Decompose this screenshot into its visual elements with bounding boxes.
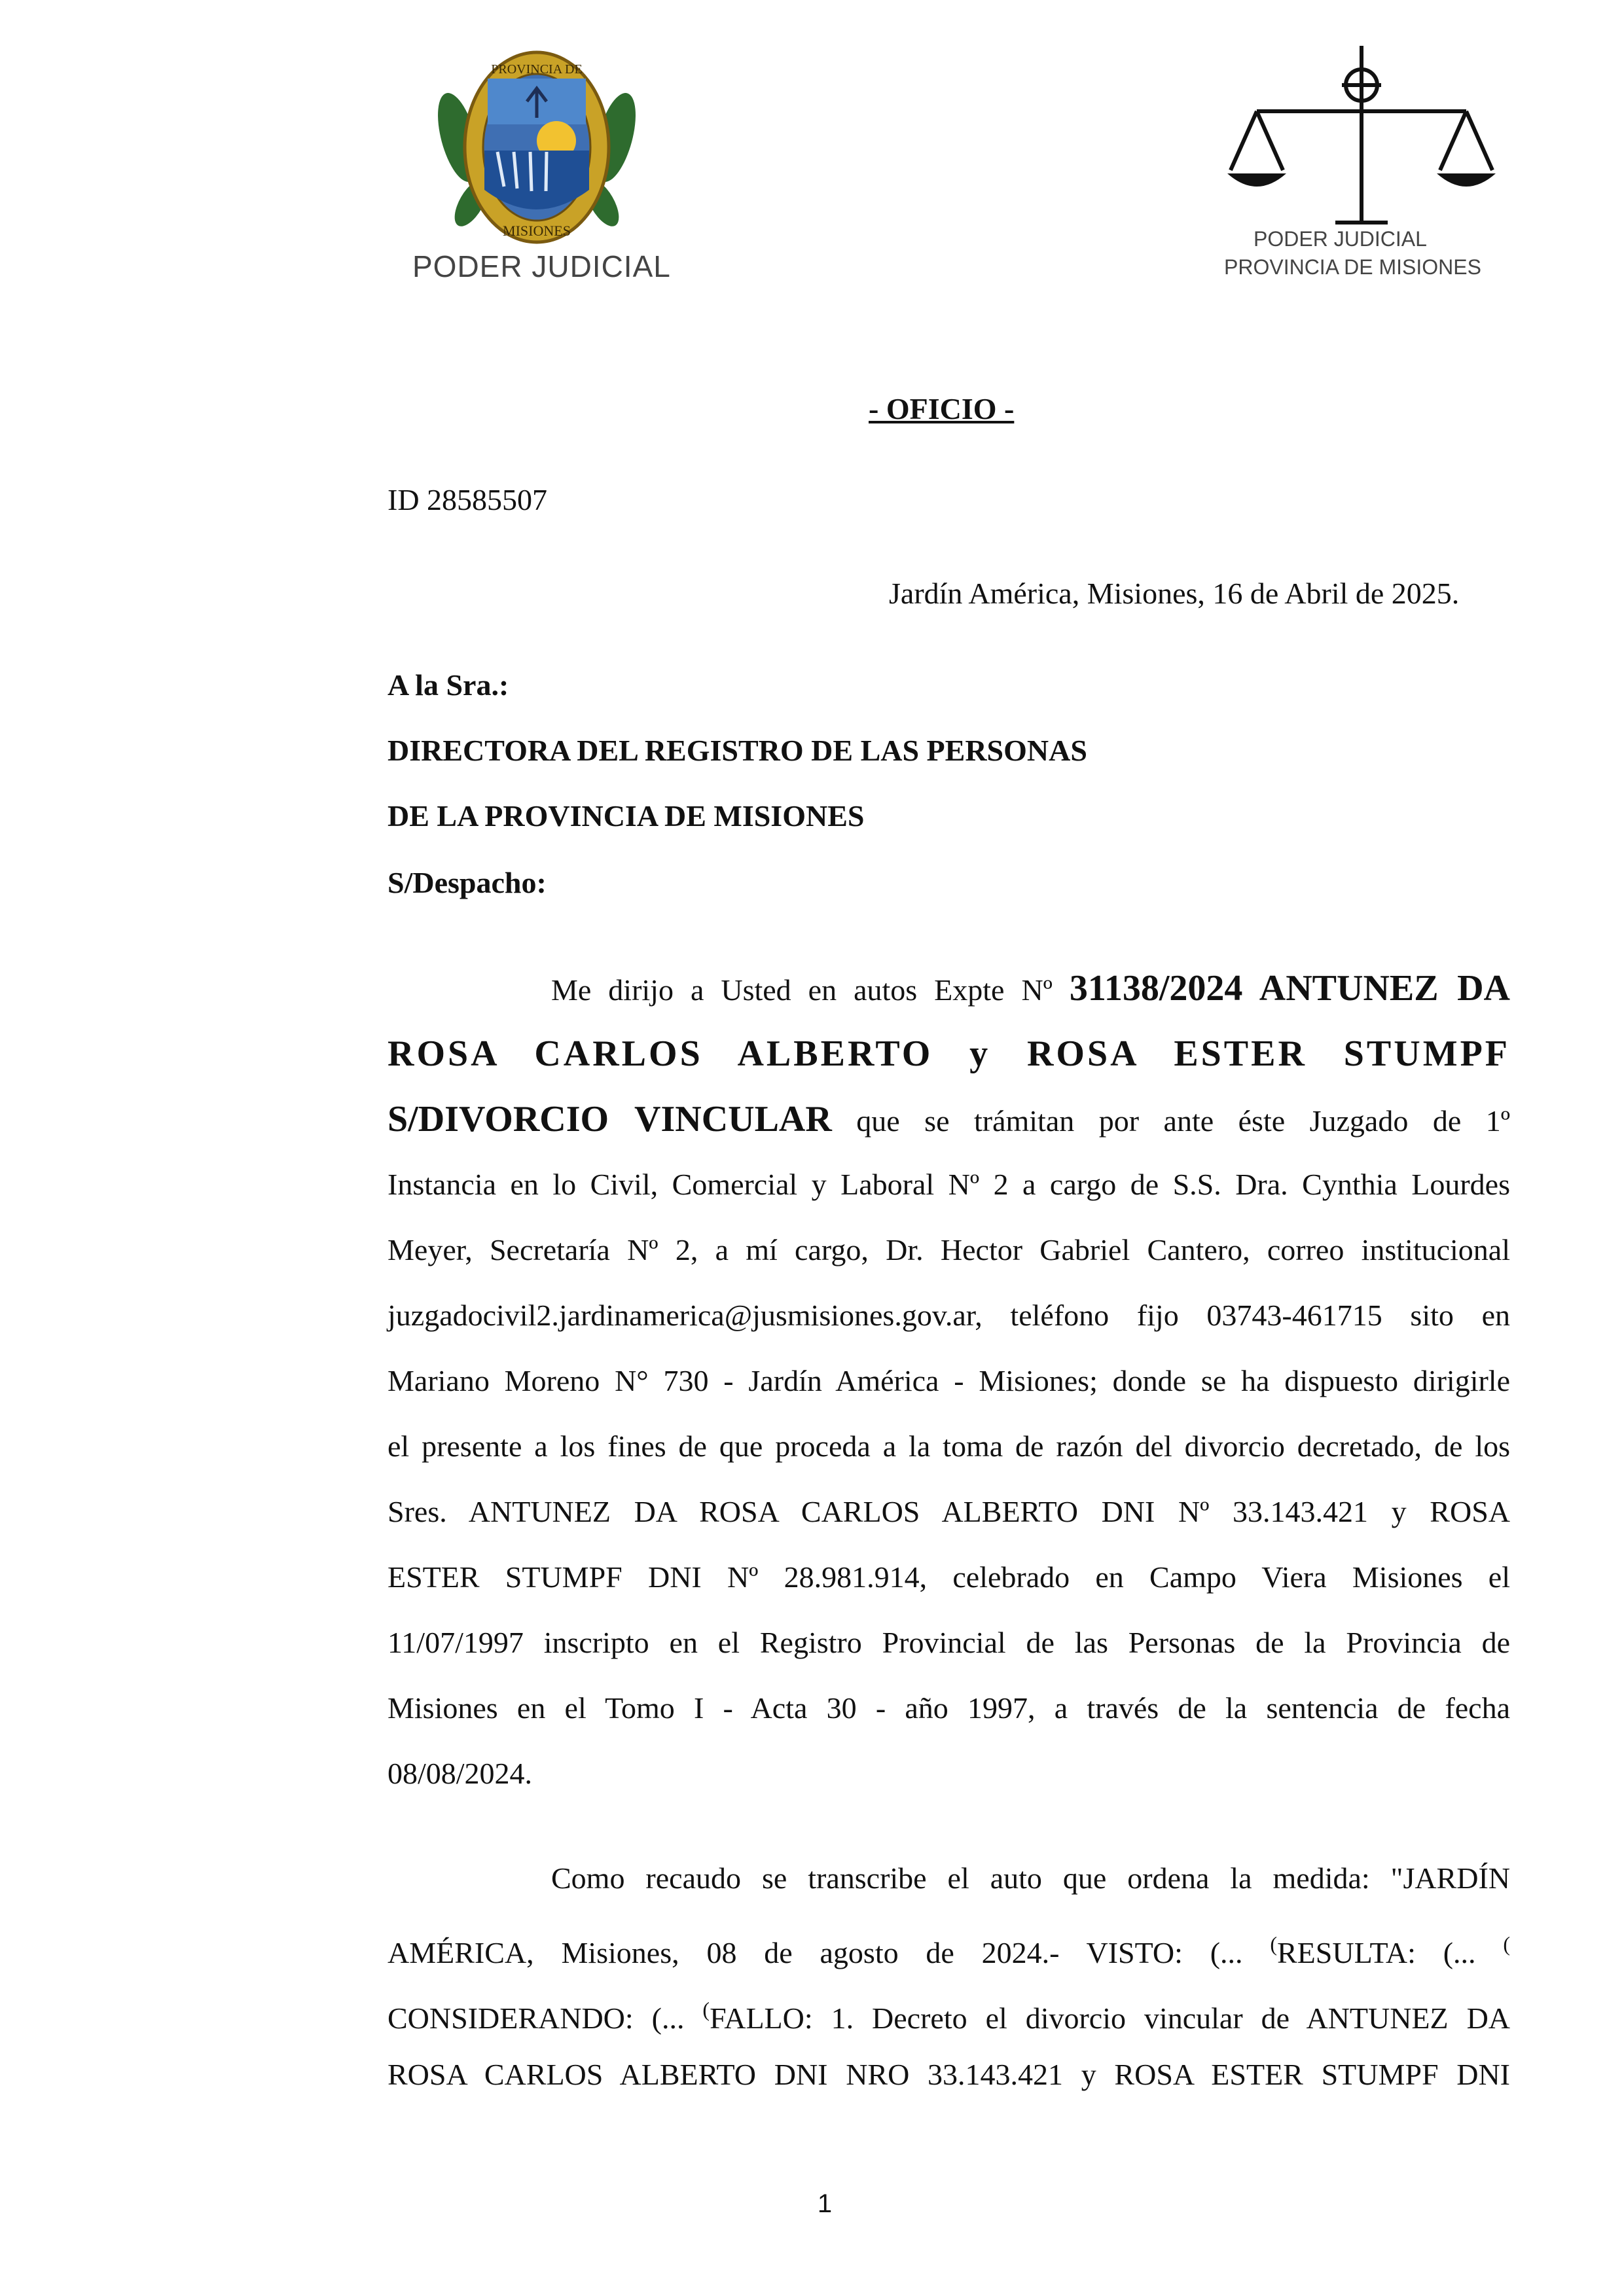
addressee-title: DIRECTORA DEL REGISTRO DE LAS PERSONAS — [388, 734, 1087, 767]
body2-line3-text-b: FALLO: 1. Decreto el divorcio vincular de ANTUNEZ DA — [710, 2001, 1511, 2035]
body1-line: juzgadocivil2.jardinamerica@jusmisiones.gov.ar, teléfono fijo 03743-461715 sito en — [388, 1299, 1510, 1332]
body1-line3-text: que se trámitan por ante éste Juzgado de 1º — [831, 1104, 1510, 1138]
addressee-dispatch: S/Despacho: — [388, 866, 547, 899]
right-logo-caption-line2: PROVINCIA DE MISIONES — [1224, 255, 1481, 279]
body2-line3-text-a: CONSIDERANDO: (... — [388, 2001, 703, 2035]
body1-line: Meyer, Secretaría Nº 2, a mí cargo, Dr. Hector Gabriel Cantero, correo institucional — [388, 1233, 1510, 1266]
poder-judicial-seal-logo — [399, 39, 674, 288]
body2-line — [388, 1911, 1510, 1986]
document-date: Jardín América, Misiones, 16 de Abril de 2025. — [889, 577, 1460, 610]
case-parties-bold: ROSA CARLOS ALBERTO y ROSA ESTER STUMPF — [388, 1033, 1510, 1074]
case-number-bold: 31138/2024 ANTUNEZ DA — [1069, 968, 1510, 1009]
body1-line — [388, 1086, 1510, 1154]
body2-line: ROSA CARLOS ALBERTO DNI NRO 33.143.421 y ROSA ESTER STUMPF DNI — [388, 2058, 1510, 2091]
document-id: ID 28585507 — [388, 483, 548, 516]
document-title: - OFICIO - — [869, 392, 1015, 425]
body1-line: el presente a los fines de que proceda a la toma de razón del divorcio decretado, de los — [388, 1429, 1510, 1463]
body1-line1-text: Me dirijo a Usted en autos Expte Nº — [551, 973, 1070, 1007]
provincia-misiones-seal-icon — [399, 39, 674, 255]
right-logo-caption-line1: PODER JUDICIAL — [1254, 227, 1427, 251]
addressee-salutation: A la Sra.: — [388, 668, 509, 702]
body1-line: Mariano Moreno N° 730 - Jardín América - Misiones; donde se ha dispuesto dirigirle — [388, 1364, 1510, 1397]
body2-line2-text-a: AMÉRICA, Misiones, 08 de agosto de 2024.- VISTO: (... — [388, 1936, 1271, 1969]
seal-text-top: PROVINCIA DE — [491, 62, 583, 77]
addressee-institution: DE LA PROVINCIA DE MISIONES — [388, 799, 865, 833]
omission-mark: ( — [1270, 1932, 1277, 1956]
body2-line: Como recaudo se transcribe el auto que ordena la medida: "JARDÍN — [551, 1861, 1510, 1895]
scales-of-justice-icon — [1218, 39, 1506, 236]
case-subject-bold: S/DIVORCIO VINCULAR — [388, 1099, 832, 1139]
body1-line: Instancia en lo Civil, Comercial y Laboral Nº 2 a cargo de S.S. Dra. Cynthia Lourdes — [388, 1168, 1510, 1201]
body1-line: Sres. ANTUNEZ DA ROSA CARLOS ALBERTO DNI Nº 33.143.421 y ROSA — [388, 1495, 1510, 1528]
body1-line: 08/08/2024. — [388, 1757, 533, 1790]
body2-line — [388, 1977, 1510, 2051]
seal-text-bottom: MISIONES — [503, 223, 571, 239]
body2-line2-text-b: RESULTA: (... — [1277, 1936, 1504, 1969]
body1-line: ESTER STUMPF DNI Nº 28.981.914, celebrado en Campo Viera Misiones el — [388, 1560, 1510, 1594]
omission-mark: ( — [702, 1998, 710, 2021]
body1-line — [551, 956, 1510, 1023]
body1-line: Misiones en el Tomo I - Acta 30 - año 1997, a través de la sentencia de fecha — [388, 1691, 1510, 1725]
page-number: 1 — [817, 2189, 833, 2218]
left-logo-caption: PODER JUDICIAL — [412, 249, 671, 283]
body1-line: 11/07/1997 inscripto en el Registro Provincial de las Personas de la Provincia de — [388, 1626, 1510, 1659]
poder-judicial-scales-logo — [1218, 39, 1506, 295]
omission-mark: ( — [1503, 1932, 1510, 1956]
